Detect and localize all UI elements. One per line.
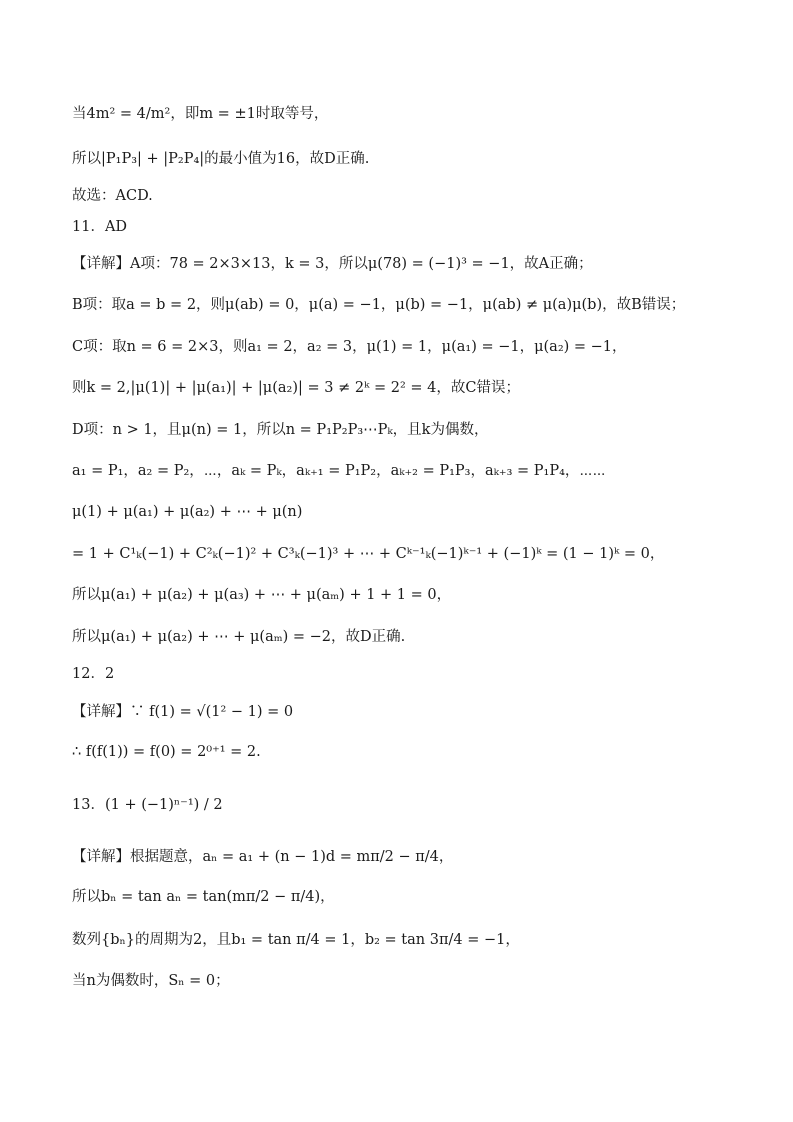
text-line-5: 【详解】A项：78 = 2×3×13，k = 3，所以μ(78) = (−1)³ = −1，故A正确； [72, 256, 593, 272]
text-line-3: 故选：ACD. [72, 188, 153, 204]
text-line-17: ∴ f(f(1)) = f(0) = 2⁰⁺¹ = 2. [72, 744, 261, 760]
text-line-7: C项：取n = 6 = 2×3，则a₁ = 2，a₂ = 3，μ(1) = 1，μ(a₁) = −1，μ(a₂) = −1， [72, 339, 627, 355]
text-line-11: μ(1) + μ(a₁) + μ(a₂) + ⋯ + μ(n) [72, 504, 303, 520]
question-11-answer: 11．AD [72, 219, 128, 235]
text-line-1: 当4m² = 4/m²，即m = ±1时取等号， [72, 106, 329, 122]
text-line-19: 【详解】根据题意，aₙ = a₁ + (n − 1)d = mπ/2 − π/4， [72, 849, 454, 865]
question-13-answer: 13．(1 + (−1)ⁿ⁻¹) / 2 [72, 797, 223, 813]
text-line-9: D项：n > 1，且μ(n) = 1，所以n = P₁P₂P₃⋯Pₖ，且k为偶数， [72, 422, 489, 438]
text-line-20: 所以bₙ = tan aₙ = tan(mπ/2 − π/4)， [72, 889, 335, 905]
text-line-12: = 1 + C¹ₖ(−1) + C²ₖ(−1)² + C³ₖ(−1)³ + ⋯ + Cᵏ⁻¹ₖ(−1)ᵏ⁻¹ + (−1)ᵏ = (1 − 1)ᵏ = 0， [72, 546, 665, 562]
text-line-14: 所以μ(a₁) + μ(a₂) + ⋯ + μ(aₘ) = −2，故D正确. [72, 629, 406, 645]
text-line-10: a₁ = P₁，a₂ = P₂，⋯，aₖ = Pₖ，aₖ₊₁ = P₁P₂，aₖ₊₂ = P₁P₃，aₖ₊₃ = P₁P₄，⋯⋯ [72, 463, 606, 479]
text-line-16: 【详解】∵ f(1) = √(1² − 1) = 0 [72, 704, 294, 720]
text-line-6: B项：取a = b = 2，则μ(ab) = 0，μ(a) = −1，μ(b) = −1，μ(ab) ≠ μ(a)μ(b)，故B错误； [72, 297, 686, 313]
text-line-13: 所以μ(a₁) + μ(a₂) + μ(a₃) + ⋯ + μ(aₘ) + 1 + 1 = 0， [72, 587, 452, 603]
text-line-2: 所以|P₁P₃| + |P₂P₄|的最小值为16，故D正确. [72, 151, 370, 167]
text-line-22: 当n为偶数时，Sₙ = 0； [72, 973, 230, 989]
text-line-8: 则k = 2,|μ(1)| + |μ(a₁)| + |μ(a₂)| = 3 ≠ 2ᵏ = 2² = 4，故C错误； [72, 380, 520, 396]
question-12-answer: 12．2 [72, 666, 115, 682]
text-line-21: 数列{bₙ}的周期为2，且b₁ = tan π/4 = 1，b₂ = tan 3π/4 = −1， [72, 932, 520, 948]
